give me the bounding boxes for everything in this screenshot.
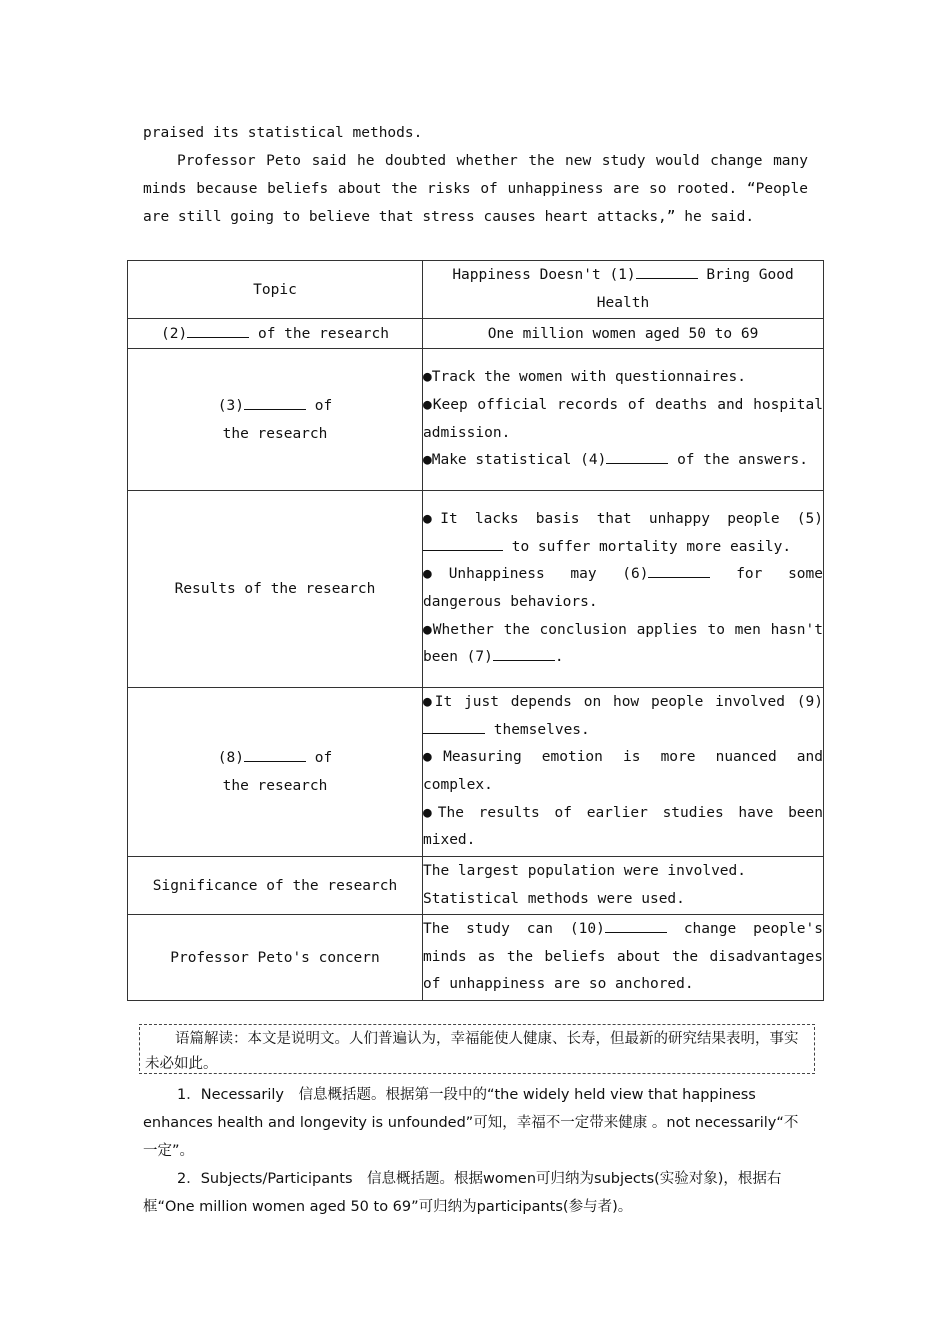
row5-items [423,688,824,857]
row3-items [423,349,824,491]
list-item: ●Keep official records of deaths and hospital admission. [423,396,823,441]
passage-line-top: praised its statistical methods. [143,125,423,141]
list-item: ●Track the women with questionnaires. [423,369,747,386]
passage-paragraph: Professor Peto said he doubted whether the new study would change many minds because beliefs about the risks of unhappiness are so rooted. “People are still going to believe that stress causes heart attacks,” he said. [143,153,808,225]
list-item: ●Unhappiness may (6) for some dangerous behaviors. [423,561,823,616]
blank-8 [244,746,306,762]
topic-label: Topic [128,261,423,319]
answer-2: 2．Subjects/Participants 信息概括题。根据women可归纳为subjects(实验对象)，根据右框“One million women aged 50 to 69”可归纳为participants(参与者)。 [143,1171,782,1215]
row6-label: Significance of the research [128,857,423,915]
table-row [128,319,824,349]
list-item: ●Whether the conclusion applies to men hasn't been (7) . [423,621,823,666]
table-row [128,915,824,1001]
row4-label: Results of the research [128,491,423,688]
row7-label: Professor Peto's concern [128,915,423,1001]
list-item: ●It just depends on how people involved (9) themselves. [423,693,823,738]
blank-4 [606,448,668,464]
list-item: ●Make statistical (4) of the answers. [423,447,823,475]
row7-value [423,915,824,1001]
blank-7 [493,645,555,661]
table-row [128,688,824,857]
blank-6 [648,562,710,578]
row7-text: The study can (10) change people's minds as the beliefs about the disadvantages of unhappiness are so anchored. [423,916,823,999]
table-row [128,261,824,319]
blank-5 [423,535,503,551]
blank-3 [244,394,306,410]
list-item: Statistical methods were used. [423,890,685,907]
table-row [128,857,824,915]
row2-label: (2) of the research [128,319,423,349]
blank-1 [636,263,698,279]
table-row [128,349,824,491]
list-item: The largest population were involved. [423,862,747,879]
reading-summary-text: 语篇解读：本文是说明文。人们普遍认为，幸福能使人健康、长寿，但最新的研究结果表明，事实未必如此。 [145,1031,799,1072]
row3-label: (3) of the research [128,349,423,491]
list-item: ●The results of earlier studies have been mixed. [423,804,823,849]
reading-summary-box [139,1024,815,1074]
blank-10 [605,917,667,933]
row6-items [423,857,824,915]
answer-1: 1．Necessarily 信息概括题。根据第一段中的“the widely held view that happiness enhances health and longevity is unfounded”可知，幸福不一定带来健康 。not necessarily“不一定”。 [143,1087,799,1159]
blank-2 [187,322,249,338]
summary-table [127,260,824,1001]
table-row [128,491,824,688]
row2-value: One million women aged 50 to 69 [423,319,824,349]
list-item: ●Measuring emotion is more nuanced and complex. [423,749,823,793]
row4-items [423,491,824,688]
blank-9 [423,718,485,734]
topic-value: Happiness Doesn't (1) Bring Good Health [423,261,824,319]
row5-label: (8) of the research [128,688,423,857]
list-item: ●It lacks basis that unhappy people (5) to suffer mortality more easily. [423,510,823,555]
